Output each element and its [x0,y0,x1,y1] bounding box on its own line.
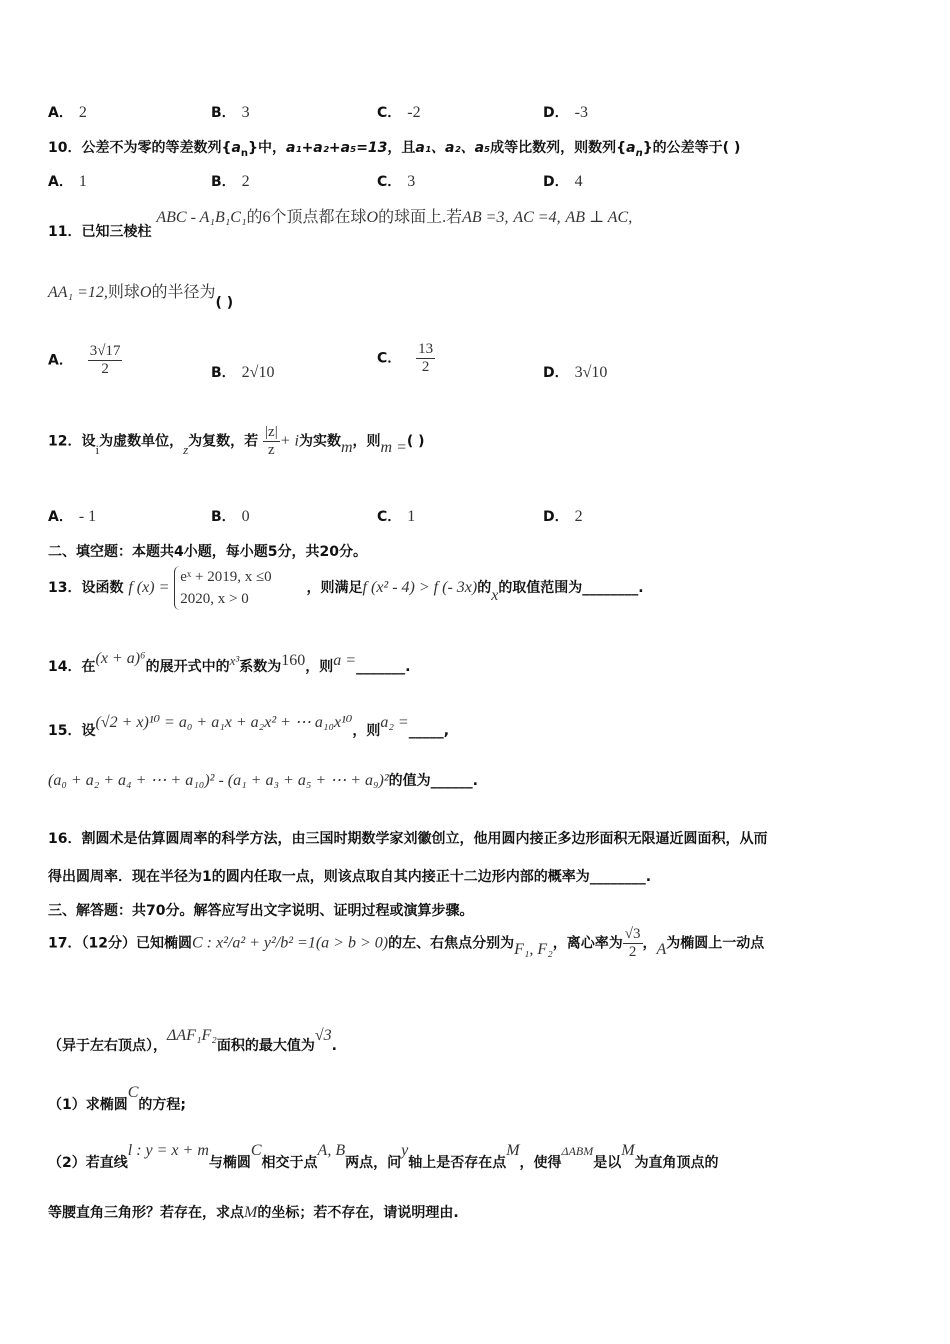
q17-part1: （1）求椭圆C的方程; [48,1084,187,1113]
option-d: D． 2 [543,508,583,525]
q15-stem: 15．设(√2 + x)¹⁰ = a₀ + a₁x + a₂x² + ⋯ a₁₀x¹⁰，则a₂ =_____, [48,714,450,739]
q17-part2: （2）若直线l : y = x + m与椭圆C相交于点A, B两点，问y轴上是否存在点M，使得ΔABM是以M为直角顶点的 [48,1142,719,1171]
option-b: B． 3 [211,104,250,121]
fraction: $\frac{13}{2}$ [418,341,434,375]
piecewise-function: eˣ + 2019, x ≤0 2020, x > 0 [174,566,271,610]
section-fill-in-heading: 二、填空题：本题共4小题，每小题5分，共20分。 [48,544,367,560]
fraction: $\frac{|z|}{z}$ [265,424,278,458]
option-a: A． $\frac{3√17}{2}$ [48,343,121,377]
q17-stem: 17．（12分）已知椭圆C : x²/a² + y²/b² =1(a > b > 0)的左、右焦点分别为F₁, F₂，离心率为 $\frac{√3}{2}$ ，A为椭圆上一动点 [48,926,765,960]
q17-part2-cont: 等腰直角三角形？若存在，求点M的坐标；若不存在，请说明理由. [48,1204,459,1221]
fraction: $\frac{√3}{2}$ [624,926,641,960]
q10-stem: 10．公差不为零的等差数列$\{a_n\}$中，a₁+a₂+a₅=13，且a₁、a₂、a₅成等比数列，则数列$\{a_n\}$的公差等于( ) [48,140,741,159]
option-c: C． -2 [377,104,421,121]
q16-line2: 得出圆周率．现在半径为1的圆内任取一点，则该点取自其内接正十二边形内部的概率为________. [48,869,652,885]
q11-stem: 11．已知三棱柱 ABC - A₁B₁C₁的6个顶点都在球O的球面上.若AB =3, AC =4, AB ⊥ AC, [48,209,633,240]
q17-stem-cont: （异于左右顶点），ΔAF₁F₂面积的最大值为√3. [48,1027,337,1054]
option-a: A． 1 [48,173,87,190]
q15-stem-cont: (a₀ + a₂ + a₄ + ⋯ + a₁₀)² - (a₁ + a₃ + a₅ + ⋯ + a₉)²的值为______. [48,772,478,789]
q13-stem: 13．设函数 f (x) = eˣ + 2019, x ≤0 2020, x > 0 ，则满足f (x² - 4) > f (- 3x)的x的取值范围为________. [48,566,644,610]
option-d: D． 4 [543,173,583,190]
q11-stem-cont: AA₁ =12,则球O的半径为( ) [48,284,234,311]
option-d: D． 3√10 [543,364,608,381]
option-c: C． 1 [377,508,416,525]
option-b: B． 2√10 [211,364,275,381]
option-b: B． 0 [211,508,250,525]
q12-stem: 12．设i为虚数单位，z为复数，若 $\frac{|z|}{z}$ + i为实数m，则m =( ) [48,424,425,458]
section-solve-heading: 三、解答题：共70分。解答应写出文字说明、证明过程或演算步骤。 [48,903,474,919]
option-d: D． -3 [543,104,588,121]
option-b: B． 2 [211,173,250,190]
option-a: A． 2 [48,104,87,121]
q14-stem: 14．在(x + a)⁶的展开式中的x³系数为160，则a =_______. [48,650,411,675]
option-a: A． - 1 [48,508,97,525]
option-c: C． 3 [377,173,416,190]
option-c: C． $\frac{13}{2}$ [377,341,434,375]
q16-line1: 16．割圆术是估算圆周率的科学方法，由三国时期数学家刘徽创立，他用圆内接正多边形面积无限逼近圆面积，从而 [48,831,768,847]
fraction: $\frac{3√17}{2}$ [89,343,121,377]
